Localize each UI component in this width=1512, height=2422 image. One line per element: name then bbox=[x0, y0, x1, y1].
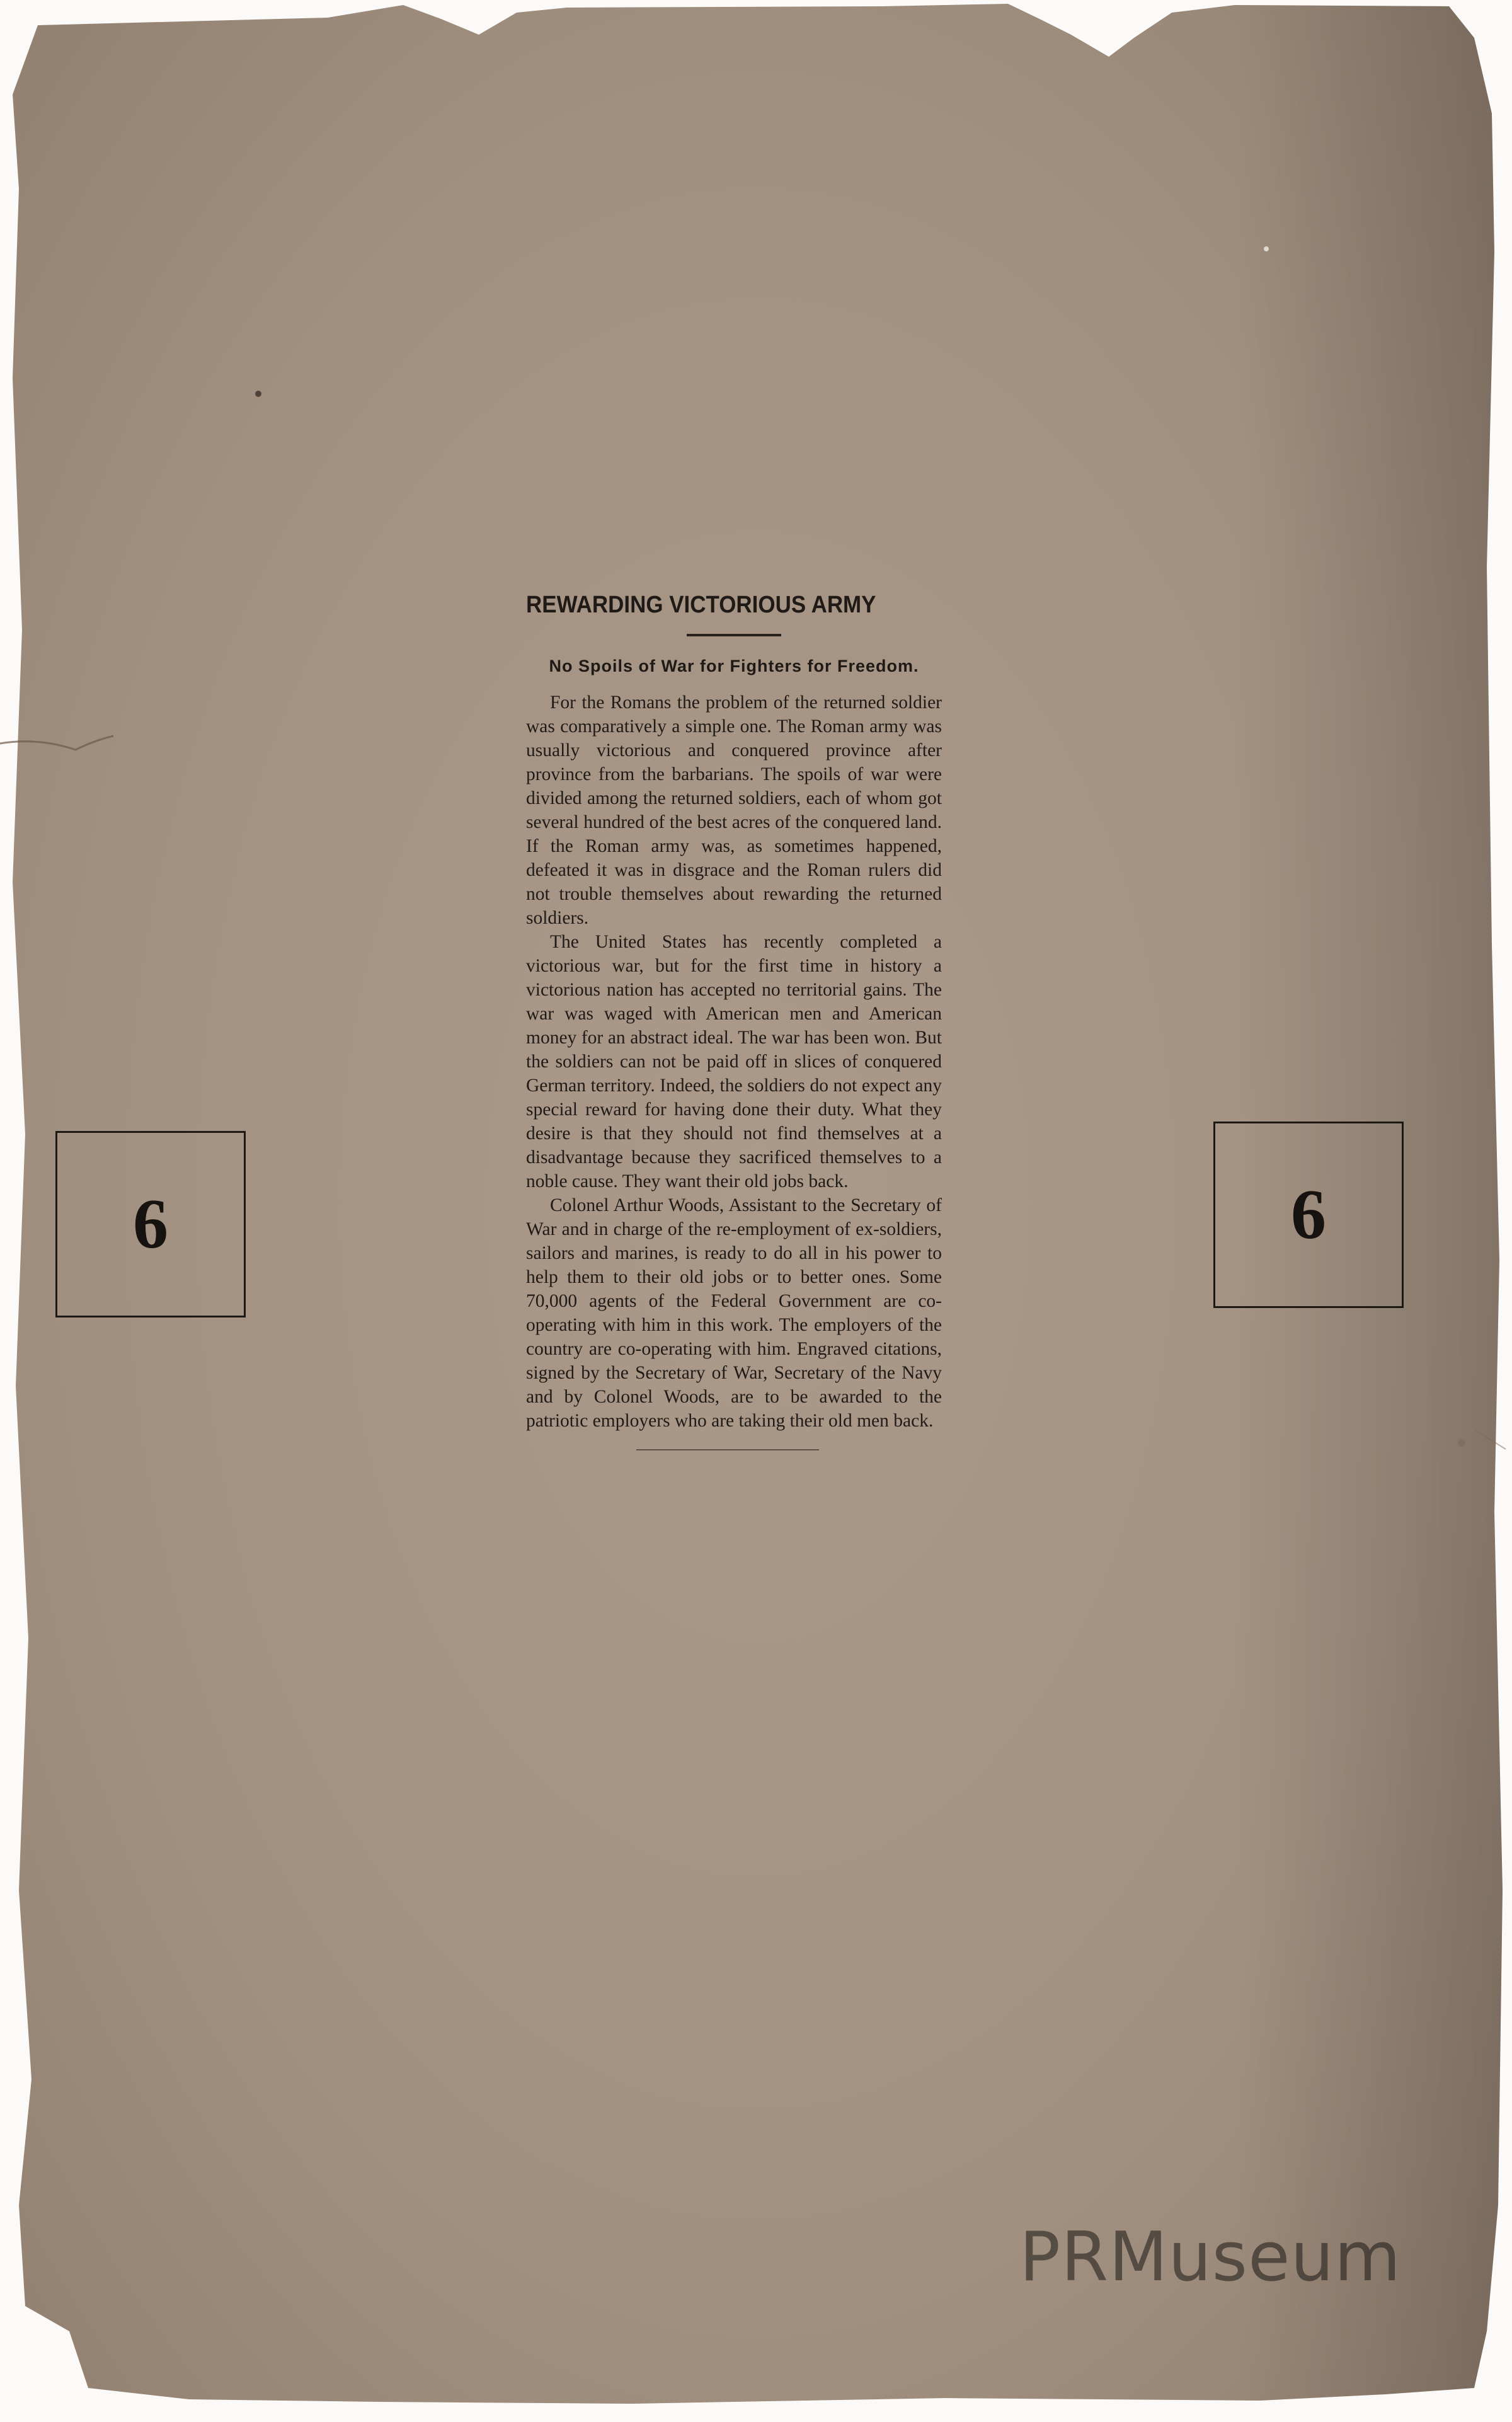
page-number-left: 6 bbox=[133, 1185, 168, 1263]
newspaper-clipping bbox=[526, 586, 942, 1450]
page-number-box-right bbox=[1213, 1122, 1404, 1308]
headline-rule bbox=[687, 634, 781, 636]
article-end-rule bbox=[636, 1449, 819, 1450]
article-paragraph-1: For the Romans the problem of the returned soldier was comparatively a simple one. The Roman army was usually victorious and conquered province after province from the barbarians. The spoils of war were divided among the returned soldiers, each of whom got several hundred of the best acres of the conquered land. If the Roman army was, as sometimes happened, defeated it was in disgrace and the Roman rulers did not trouble themselves about rewarding the returned soldiers. bbox=[526, 692, 942, 928]
museum-watermark: PRMuseum bbox=[1019, 2218, 1402, 2297]
page-number-box-left bbox=[55, 1131, 246, 1317]
article-headline: REWARDING VICTORIOUS ARMY bbox=[526, 592, 876, 618]
article-paragraph-3: Colonel Arthur Woods, Assistant to the Secretary of War and in charge of the re-employment of ex-soldiers, sailors and marines, is ready to do all in his power to help them to their old jobs or to better ones. Some 70,000 agents of the Federal Government are co-operating with him in this work. The employers of the country are co-operating with him. Engraved citations, signed by the Secretary of War, Secretary of the Navy and by Colonel Woods, are to be awarded to the patriotic employers who are taking their old men back. bbox=[526, 1195, 942, 1431]
page-number-right: 6 bbox=[1291, 1175, 1326, 1254]
article-paragraph-2: The United States has recently completed a victorious war, but for the first time in history a victorious nation has accepted no territorial gains. The war was waged with American men and American money for an abstract ideal. The war has been won. But the soldiers can not be paid off in slices of conquered German territory. Indeed, the soldiers do not expect any special reward for having done their duty. What they desire is that they should not find themselves at a disadvantage because they sacrificed themselves to a noble cause. They want their old jobs back. bbox=[526, 932, 942, 1191]
article-subheadline: No Spoils of War for Fighters for Freedom. bbox=[549, 657, 919, 675]
